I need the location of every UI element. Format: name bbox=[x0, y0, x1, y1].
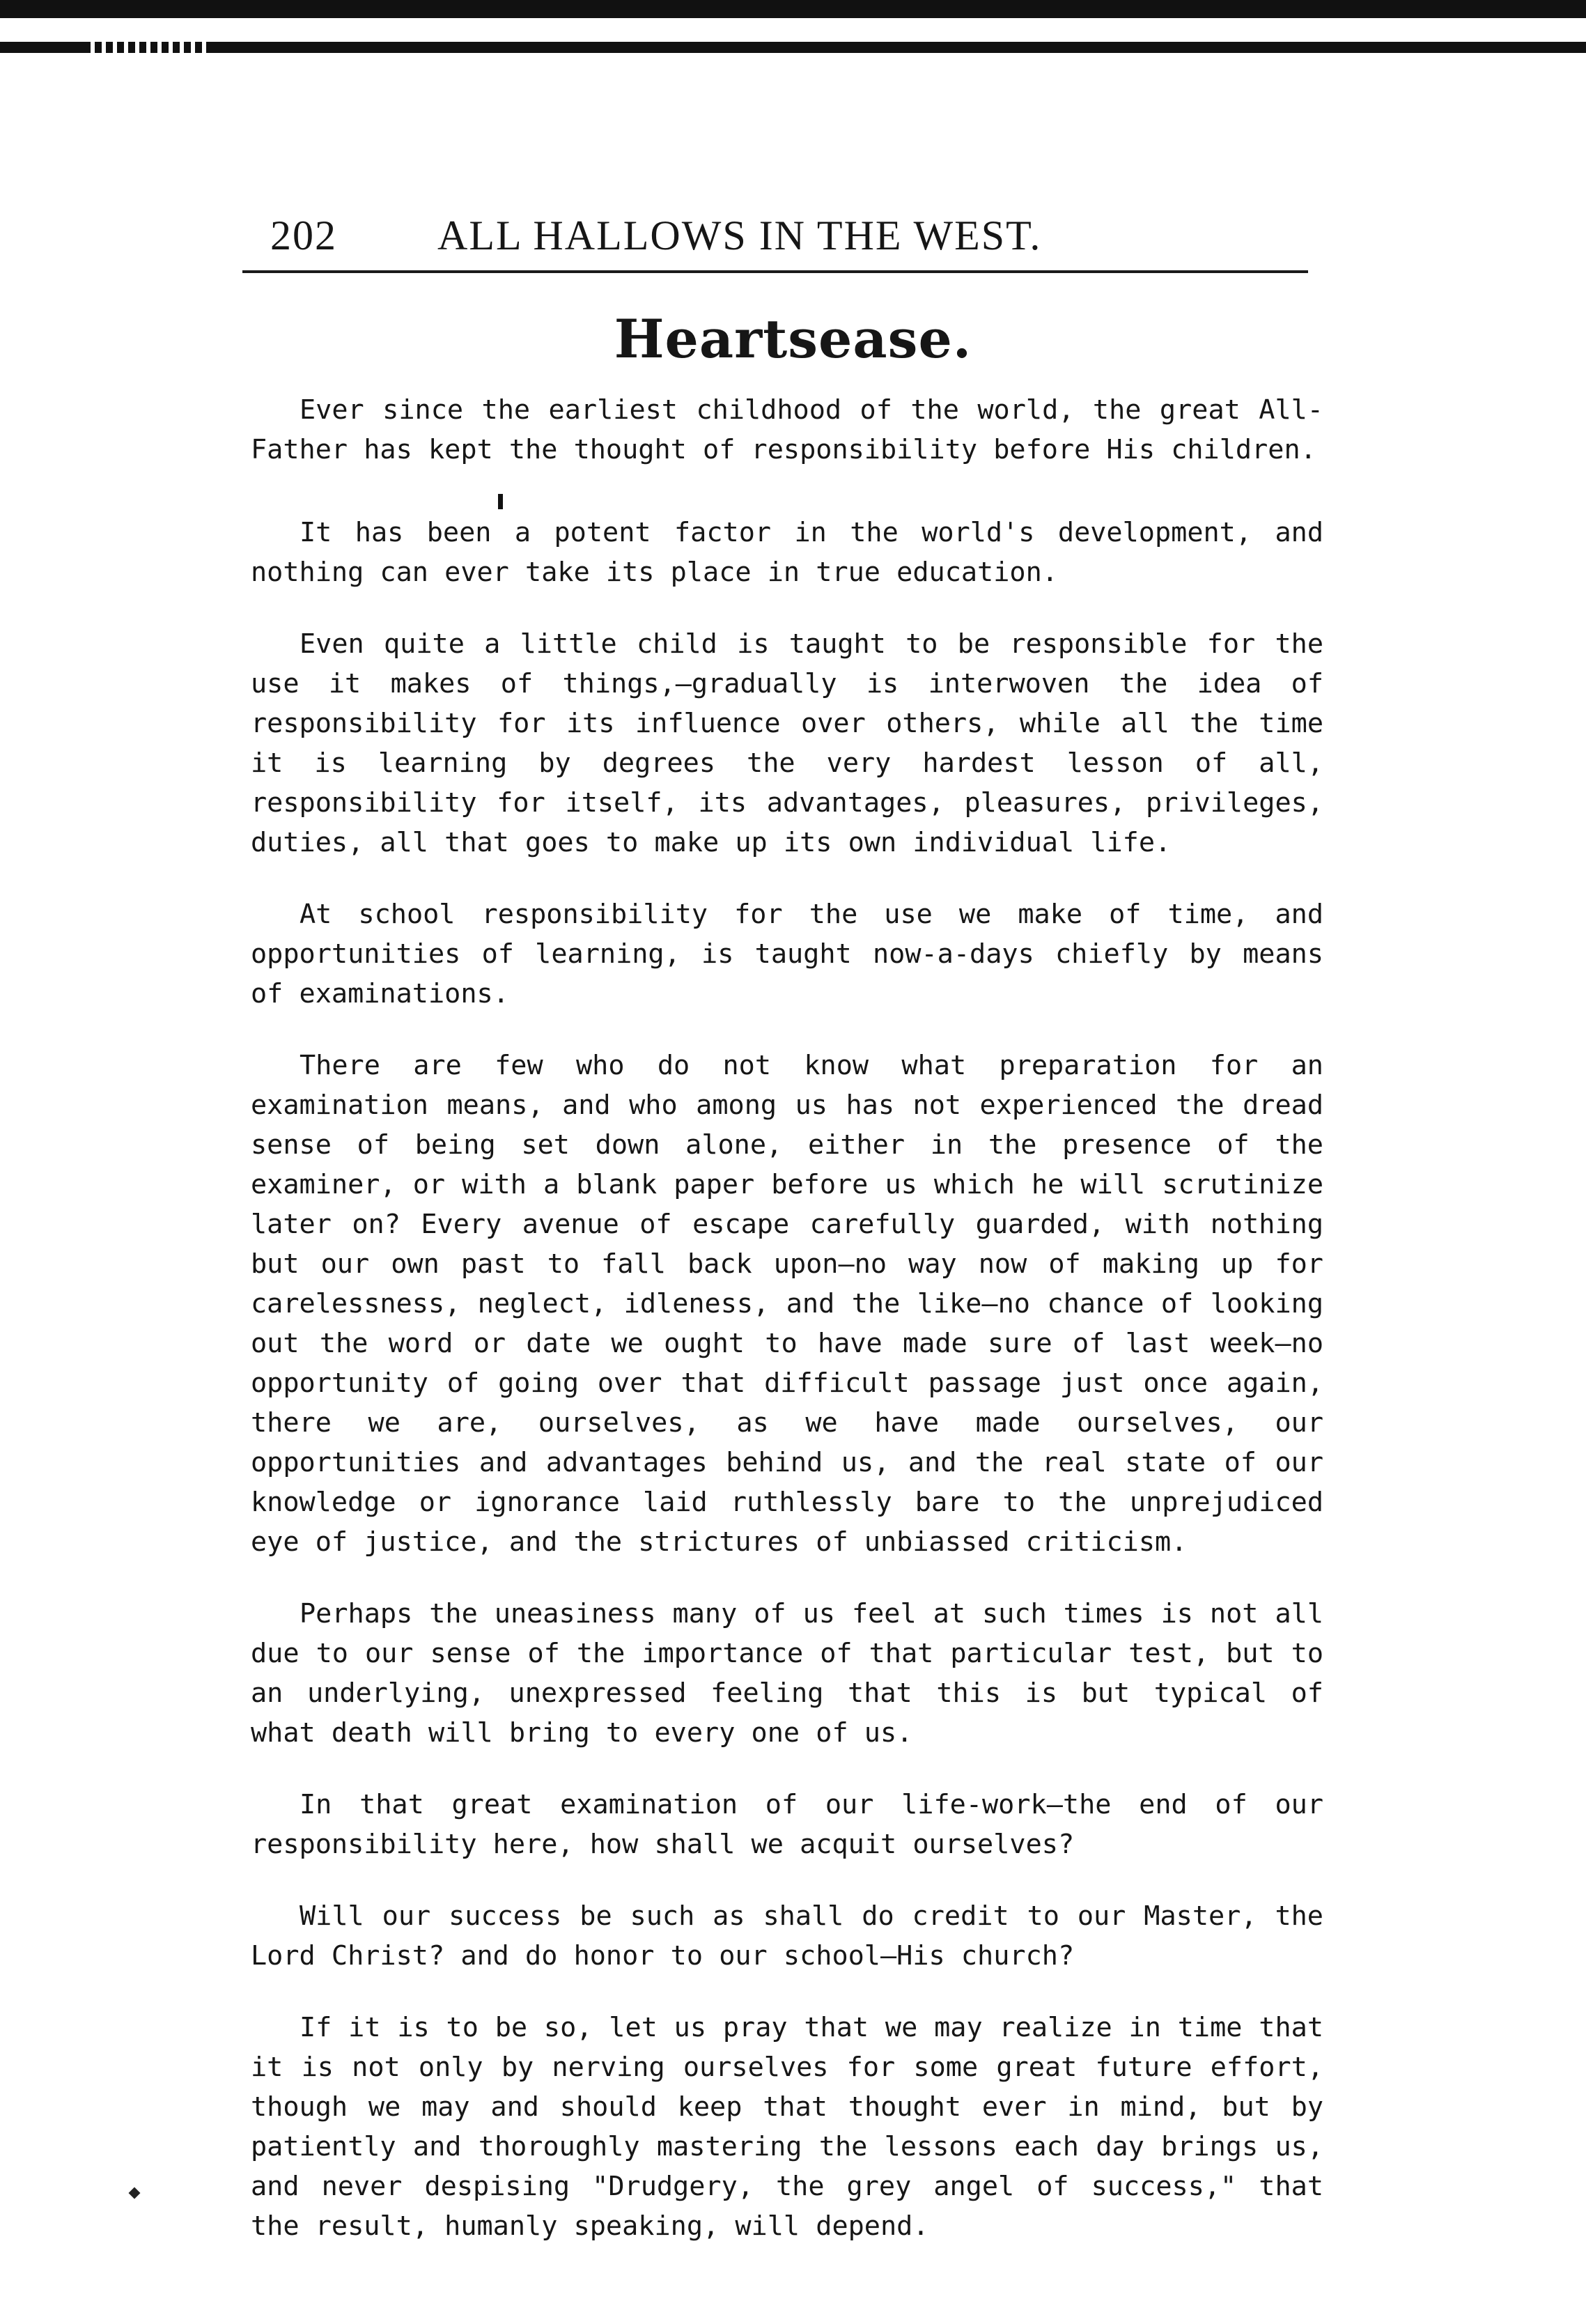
paragraph-3: Even quite a little child is taught to be responsible for the use it makes of things,—gradually is interwoven the idea of responsibility for its influence over others, while all the time it is learning by degrees the very hardest lesson of all, responsibility for itself, its advantages, pleasures, privileges, duties, all that goes to make up its own individual life. bbox=[251, 628, 1323, 858]
paragraph-1: Ever since the earliest childhood of the world, the great All-Father has kept the thought of responsibility before His children. bbox=[251, 394, 1323, 465]
header-rule bbox=[242, 270, 1308, 273]
paragraph-2: It has been a potent factor in the world's development, and nothing can ever take its place in true education. bbox=[251, 517, 1323, 588]
page-header bbox=[242, 212, 1308, 268]
paragraph-6: Perhaps the uneasiness many of us feel at such times is not all due to our sense of the importance of that particular test, but to an underlying, unexpressed feeling that this is but typical of what death will bring to every one of us. bbox=[251, 1598, 1323, 1749]
stray-mark bbox=[251, 481, 1323, 502]
paragraph-9: If it is to be so, let us pray that we may realize in time that it is not only by nerving ourselves for some great future effort, though we may and should keep that thought ever in mind, but by patiently and thoroughly mastering the lessons each day brings us, and never despising "Drudgery, the grey angel of success," that the result, humanly speaking, will depend. bbox=[251, 2012, 1323, 2242]
scan-border-second bbox=[0, 42, 1586, 53]
paragraph-7: In that great examination of our life-work—the end of our responsibility here, how shall we acquit ourselves? bbox=[251, 1789, 1323, 1860]
paragraph-5: There are few who do not know what preparation for an examination means, and who among us has not experienced the dread sense of being set down alone, either in the presence of the examiner, or with a blank paper before us which he will scrutinize later on? Every avenue of escape carefully guarded, with nothing but our own past to fall back upon—no way now of making up for carelessness, neglect, idleness, and the like—no chance of looking out the word or date we ought to have made sure of last week—no opportunity of going over that difficult passage just once again, there we are, ourselves, as we have made ourselves, our opportunities and advantages behind us, and the real state of our knowledge or ignorance laid ruthlessly bare to the unprejudiced eye of justice, and the strictures of unbiassed criticism. bbox=[251, 1050, 1323, 1558]
page-number: 202 bbox=[270, 212, 337, 258]
scan-border-top bbox=[0, 0, 1586, 18]
article-body bbox=[251, 390, 1323, 2278]
paragraph-4: At school responsibility for the use we make of time, and opportunities of learning, is taught now-a-days chiefly by means of examinations. bbox=[251, 899, 1323, 1009]
scan-border-gap bbox=[84, 42, 209, 53]
stray-tick bbox=[498, 494, 503, 509]
paragraph-8: Will our success be such as shall do credit to our Master, the Lord Christ? and do honor to our school—His church? bbox=[251, 1900, 1323, 1971]
margin-mark bbox=[129, 2187, 141, 2199]
article-title: Heartsease. bbox=[614, 308, 972, 370]
running-title: ALL HALLOWS IN THE WEST. bbox=[437, 212, 1042, 258]
